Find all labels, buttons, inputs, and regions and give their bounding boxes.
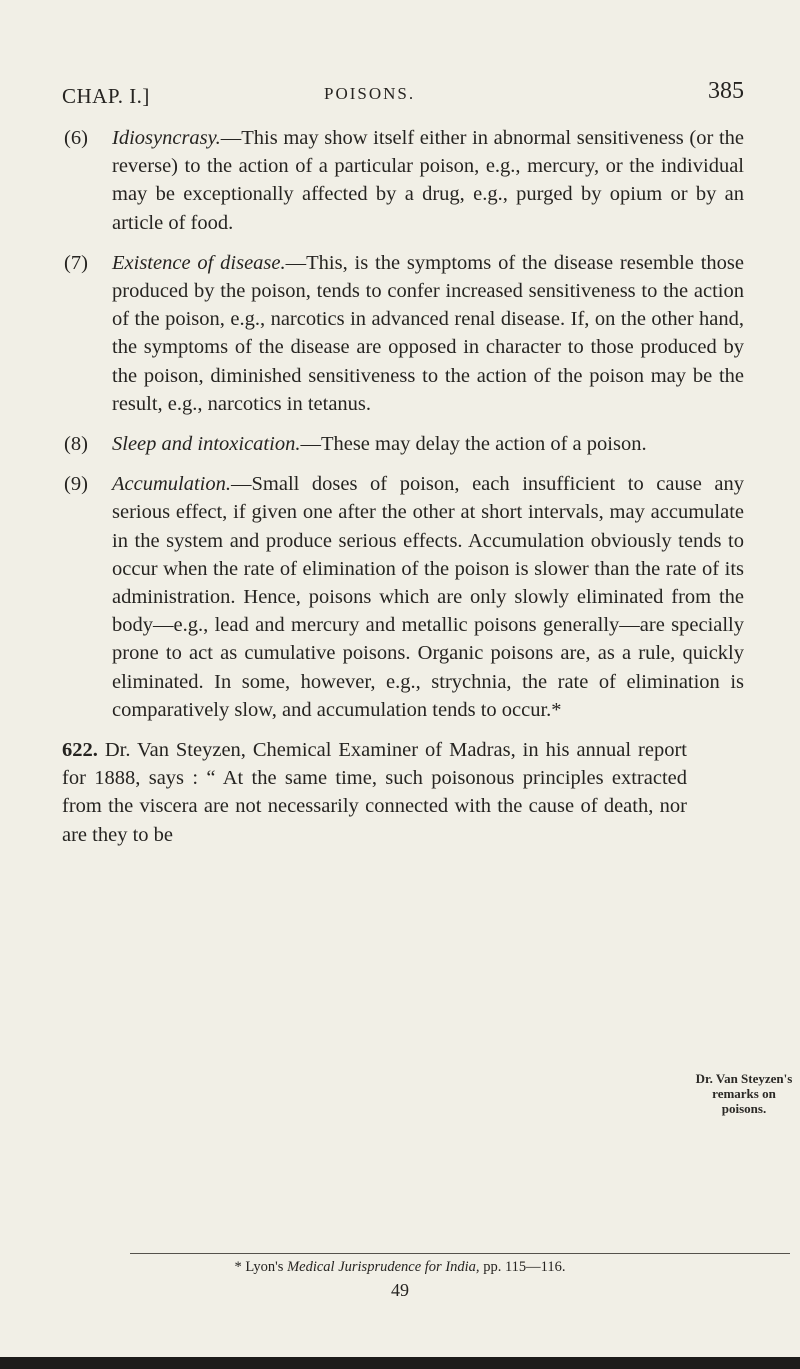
footnote-title: Medical Jurisprudence for India,: [287, 1259, 480, 1275]
item-title: Accumulation.: [112, 473, 231, 496]
footnote-mark: *: [234, 1259, 242, 1275]
signature-mark: 49: [391, 1280, 409, 1300]
item-title: Idiosyncrasy.: [112, 127, 221, 149]
item-text: —These may delay the action of a poison.: [300, 433, 647, 456]
footnote-author: Lyon's: [245, 1259, 284, 1275]
running-title: POISONS.: [324, 84, 416, 103]
list-item: [62, 430, 744, 458]
item-number: (7): [64, 251, 88, 274]
item-number: (8): [64, 433, 88, 456]
page-body: [62, 124, 744, 849]
item-text: —Small doses of poison, each insufficient to cause any serious effect, if given one after the other at short intervals, may accumulate in the system and produce serious effects. Accumulation obviously tends to occur when the rate of elimination of the poison is slower than the rate of its administration. Hence, poisons which are only slowly eliminated from the body—e.g., lead and mercury and metallic poisons generally—are specially prone to act as cumulative poisons. Organic poisons are, as a rule, quickly eliminated. In some, however, e.g., strychnia, the rate of elimination is comparatively slow, and accumulation tends to occur.*: [112, 473, 744, 721]
list-item: [62, 470, 744, 724]
paragraph-number: 622.: [62, 739, 98, 762]
item-title: Existence of disease.: [112, 251, 286, 274]
page-header: [62, 78, 744, 118]
item-text: —This may show itself either in abnormal sensitiveness (or the reverse) to the action of a particular poison, e.g., mercury, or the individual may be exceptionally affected by a drug, e.g., purged by opium or by an article of food.: [112, 127, 744, 234]
paragraph-text: Dr. Van Steyzen, Chemical Examiner of Madras, in his annual report for 1888, says : “ At the same time, such poisonous principles extracted from the viscera are not necessarily connected with the cause of death, nor are they to be: [62, 739, 688, 846]
list-item: [62, 249, 744, 418]
margin-note: Dr. Van Steyzen's remarks on poisons.: [695, 1071, 793, 1116]
chapter-label: CHAP. I.]: [62, 84, 150, 108]
footnote: [0, 1259, 800, 1276]
scan-edge: [0, 1357, 800, 1369]
list-item: [62, 124, 744, 237]
item-title: Sleep and intoxication.: [112, 433, 301, 456]
footnote-pages: pp. 115—116.: [483, 1259, 566, 1275]
footnote-divider: [130, 1253, 790, 1254]
item-text: —This, is the symptoms of the disease resemble those produced by the poison, tends to confer increased sensitiveness to the action of the poison, e.g., narcotics in advanced renal disease. If, on the other hand, the symptoms of the disease are opposed in character to those produced by the poison, diminished sensitiveness to the action of the poison may be the result, e.g., narcotics in tetanus.: [112, 251, 744, 415]
page-number: 385: [708, 78, 744, 104]
item-number: (6): [64, 127, 88, 149]
numbered-paragraph: [62, 736, 687, 849]
item-number: (9): [64, 473, 88, 496]
